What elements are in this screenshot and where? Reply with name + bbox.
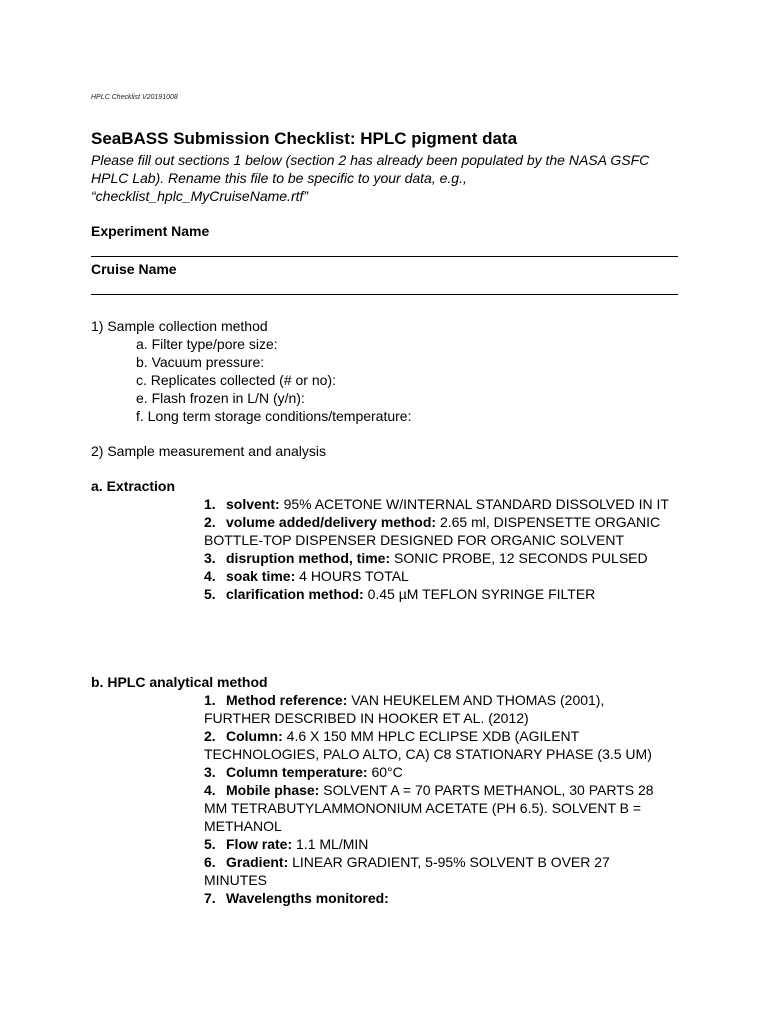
list-item: 7. Wavelengths monitored: <box>204 890 389 906</box>
item-value: SOLVENT A = 70 PARTS METHANOL, 30 PARTS 28 MM TETRABUTYLAMMONONIUM ACETATE (PH 6.5). SOLVENT B = METHANOL <box>204 782 654 834</box>
section1-list <box>136 335 411 425</box>
item-label: Flow rate: <box>226 836 293 852</box>
item-label: solvent: <box>226 496 280 512</box>
item-value: 4.6 X 150 MM HPLC ECLIPSE XDB (AGILENT TECHNOLOGIES, PALO ALTO, CA) C8 STATIONARY PHASE (3.5 UM) <box>204 728 652 762</box>
hplc-method-heading: b. HPLC analytical method <box>91 674 268 690</box>
cruise-name-field[interactable] <box>91 294 678 295</box>
document-version-note: HPLC Checklist V20191008 <box>91 94 178 101</box>
experiment-name-label: Experiment Name <box>91 223 210 239</box>
item-label: Column: <box>226 728 283 744</box>
item-value: 2.65 ml, DISPENSETTE ORGANIC BOTTLE-TOP DISPENSER DESIGNED FOR ORGANIC SOLVENT <box>204 514 661 548</box>
list-item: 2. volume added/delivery method: 2.65 ml, DISPENSETTE ORGANIC BOTTLE-TOP DISPENSER DESIGNED FOR ORGANIC SOLVENT <box>204 514 661 548</box>
list-item: 2. Column: 4.6 X 150 MM HPLC ECLIPSE XDB (AGILENT TECHNOLOGIES, PALO ALTO, CA) C8 STATIONARY PHASE (3.5 UM) <box>204 728 652 762</box>
item-label: disruption method, time: <box>226 550 391 566</box>
list-item: 5. Flow rate: 1.1 ML/MIN <box>204 836 369 852</box>
item-value: 0.45 µM TEFLON SYRINGE FILTER <box>367 586 596 602</box>
intro-instructions: Please fill out sections 1 below (section 2 has already been populated by the NASA GSFC HPLC Lab). Rename this file to be specific to your data, e.g., “checklist_hplc_MyCruiseName.rtf” <box>91 152 650 204</box>
item-label: Column temperature: <box>226 764 368 780</box>
list-item: 1. solvent: 95% ACETONE W/INTERNAL STANDARD DISSOLVED IN IT <box>204 496 669 512</box>
list-item: 6. Gradient: LINEAR GRADIENT, 5-95% SOLVENT B OVER 27 MINUTES <box>204 854 610 888</box>
item-label: soak time: <box>226 568 296 584</box>
list-item: 4. Mobile phase: SOLVENT A = 70 PARTS METHANOL, 30 PARTS 28 MM TETRABUTYLAMMONONIUM ACETATE (PH 6.5). SOLVENT B = METHANOL <box>204 782 654 834</box>
item-value: 95% ACETONE W/INTERNAL STANDARD DISSOLVED IN IT <box>283 496 669 512</box>
item-value: SONIC PROBE, 12 SECONDS PULSED <box>394 550 648 566</box>
list-item: f. Long term storage conditions/temperature: <box>136 408 412 424</box>
list-item: 1. Method reference: VAN HEUKELEM AND THOMAS (2001), FURTHER DESCRIBED IN HOOKER ET AL. (2012) <box>204 692 605 726</box>
item-label: Method reference: <box>226 692 348 708</box>
section2-heading: 2) Sample measurement and analysis <box>91 443 327 459</box>
hplc-method-list <box>204 691 674 907</box>
list-item: 3. Column temperature: 60°C <box>204 764 403 780</box>
item-value: 4 HOURS TOTAL <box>299 568 409 584</box>
item-value: VAN HEUKELEM AND THOMAS (2001), FURTHER DESCRIBED IN HOOKER ET AL. (2012) <box>204 692 605 726</box>
item-label: Wavelengths monitored: <box>226 890 389 906</box>
list-item: e. Flash frozen in L/N (y/n): <box>136 390 305 406</box>
list-item: b. Vacuum pressure: <box>136 354 265 370</box>
item-label: clarification method: <box>226 586 364 602</box>
list-item: 5. clarification method: 0.45 µM TEFLON SYRINGE FILTER <box>204 586 596 602</box>
extraction-heading: a. Extraction <box>91 478 176 494</box>
page-title: SeaBASS Submission Checklist: HPLC pigment data <box>91 129 518 148</box>
item-value: 1.1 ML/MIN <box>296 836 369 852</box>
list-item: c. Replicates collected (# or no): <box>136 372 336 388</box>
item-label: volume added/delivery method: <box>226 514 437 530</box>
extraction-list <box>204 495 674 603</box>
item-value: LINEAR GRADIENT, 5-95% SOLVENT B OVER 27 MINUTES <box>204 854 610 888</box>
list-item: a. Filter type/pore size: <box>136 336 278 352</box>
cruise-name-label: Cruise Name <box>91 261 177 277</box>
item-label: Gradient: <box>226 854 289 870</box>
item-label: Mobile phase: <box>226 782 320 798</box>
list-item: 3. disruption method, time: SONIC PROBE, 12 SECONDS PULSED <box>204 550 648 566</box>
item-value: 60°C <box>371 764 403 780</box>
list-item: 4. soak time: 4 HOURS TOTAL <box>204 568 409 584</box>
experiment-name-field[interactable] <box>91 256 678 257</box>
section1-heading: 1) Sample collection method <box>91 318 268 334</box>
